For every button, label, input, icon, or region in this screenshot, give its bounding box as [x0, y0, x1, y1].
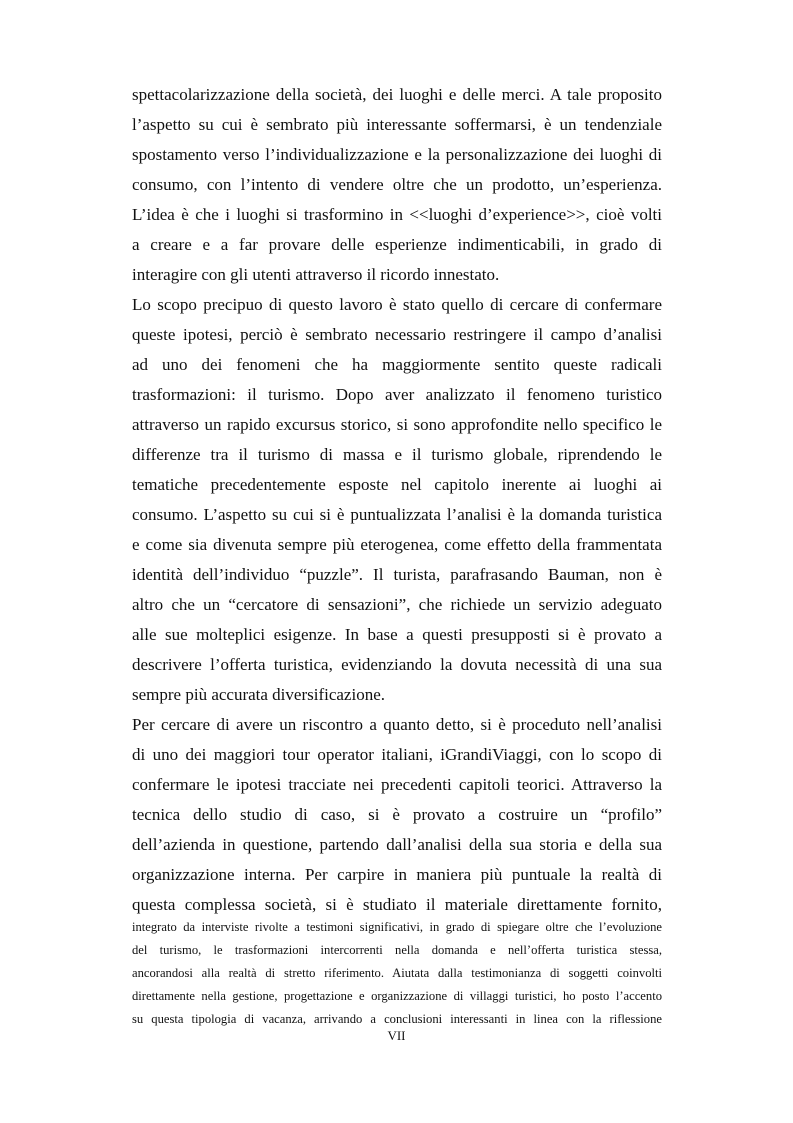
text-line: alle sue molteplici esigenze. In base a questi presupposti si è provato a: [132, 625, 662, 644]
text-line: spostamento verso l’individualizzazione e la personalizzazione dei luoghi di: [132, 145, 662, 164]
text-line: organizzazione interna. Per carpire in maniera più puntuale la realtà di: [132, 865, 662, 884]
small-text-line: del turismo, le trasformazioni intercorrenti nella domanda e nell’offerta turistica stessa,: [132, 943, 662, 957]
text-line: di uno dei maggiori tour operator italiani, iGrandiViaggi, con lo scopo di: [132, 745, 662, 764]
text-line: L’idea è che i luoghi si trasformino in <<luoghi d’experience>>, cioè volti: [132, 205, 662, 224]
text-line: consumo, con l’intento di vendere oltre che un prodotto, un’esperienza.: [132, 175, 662, 194]
text-line: tecnica dello studio di caso, si è provato a costruire un “profilo”: [132, 805, 662, 824]
text-line: consumo. L’aspetto su cui si è puntualizzata l’analisi è la domanda turistica: [132, 505, 662, 524]
text-line: questa complessa società, si è studiato il materiale direttamente fornito,: [132, 895, 662, 914]
text-line: e come sia divenuta sempre più eterogenea, come effetto della frammentata: [132, 535, 662, 554]
text-line: attraverso un rapido excursus storico, si sono approfondite nello specifico le: [132, 415, 662, 434]
text-line: Lo scopo precipuo di questo lavoro è stato quello di cercare di confermare: [132, 295, 662, 314]
body-text: [132, 80, 662, 920]
text-line: confermare le ipotesi tracciate nei precedenti capitoli teorici. Attraverso la: [132, 775, 662, 794]
small-text-line: su questa tipologia di vacanza, arrivando a conclusioni interessanti in linea con la riflessione: [132, 1012, 662, 1026]
text-line: dell’azienda in questione, partendo dall’analisi della sua storia e della sua: [132, 835, 662, 854]
text-line: interagire con gli utenti attraverso il ricordo innestato.: [132, 265, 500, 284]
text-line: spettacolarizzazione della società, dei luoghi e delle merci. A tale proposito: [132, 85, 662, 104]
text-line: tematiche precedentemente esposte nel capitolo inerente ai luoghi ai: [132, 475, 662, 494]
small-text-line: ancorandosi alla realtà di stretto riferimento. Aiutata dalla testimonianza di soggetti coinvolti: [132, 966, 662, 980]
page-number: VII: [387, 1028, 406, 1043]
text-line: sempre più accurata diversificazione.: [132, 685, 385, 704]
text-line: queste ipotesi, perciò è sembrato necessario restringere il campo d’analisi: [132, 325, 662, 344]
text-line: descrivere l’offerta turistica, evidenziando la dovuta necessità di una sua: [132, 655, 662, 674]
text-line: identità dell’individuo “puzzle”. Il turista, parafrasando Bauman, non è: [132, 565, 662, 584]
text-line: trasformazioni: il turismo. Dopo aver analizzato il fenomeno turistico: [132, 385, 662, 404]
text-line: altro che un “cercatore di sensazioni”, che richiede un servizio adeguato: [132, 595, 662, 614]
continuation-text: [132, 916, 662, 1031]
small-text-line: direttamente nella gestione, progettazione e organizzazione di villaggi turistici, ho posto l’accento: [132, 989, 662, 1003]
text-line: a creare e a far provare delle esperienze indimenticabili, in grado di: [132, 235, 662, 254]
small-text-line: integrato da interviste rivolte a testimoni significativi, in grado di spiegare oltre che l’evoluzione: [132, 920, 662, 934]
text-line: l’aspetto su cui è sembrato più interessante soffermarsi, è un tendenziale: [132, 115, 662, 134]
text-line: differenze tra il turismo di massa e il turismo globale, riprendendo le: [132, 445, 662, 464]
text-line: ad uno dei fenomeni che ha maggiormente sentito queste radicali: [132, 355, 662, 374]
text-line: Per cercare di avere un riscontro a quanto detto, si è proceduto nell’analisi: [132, 715, 662, 734]
